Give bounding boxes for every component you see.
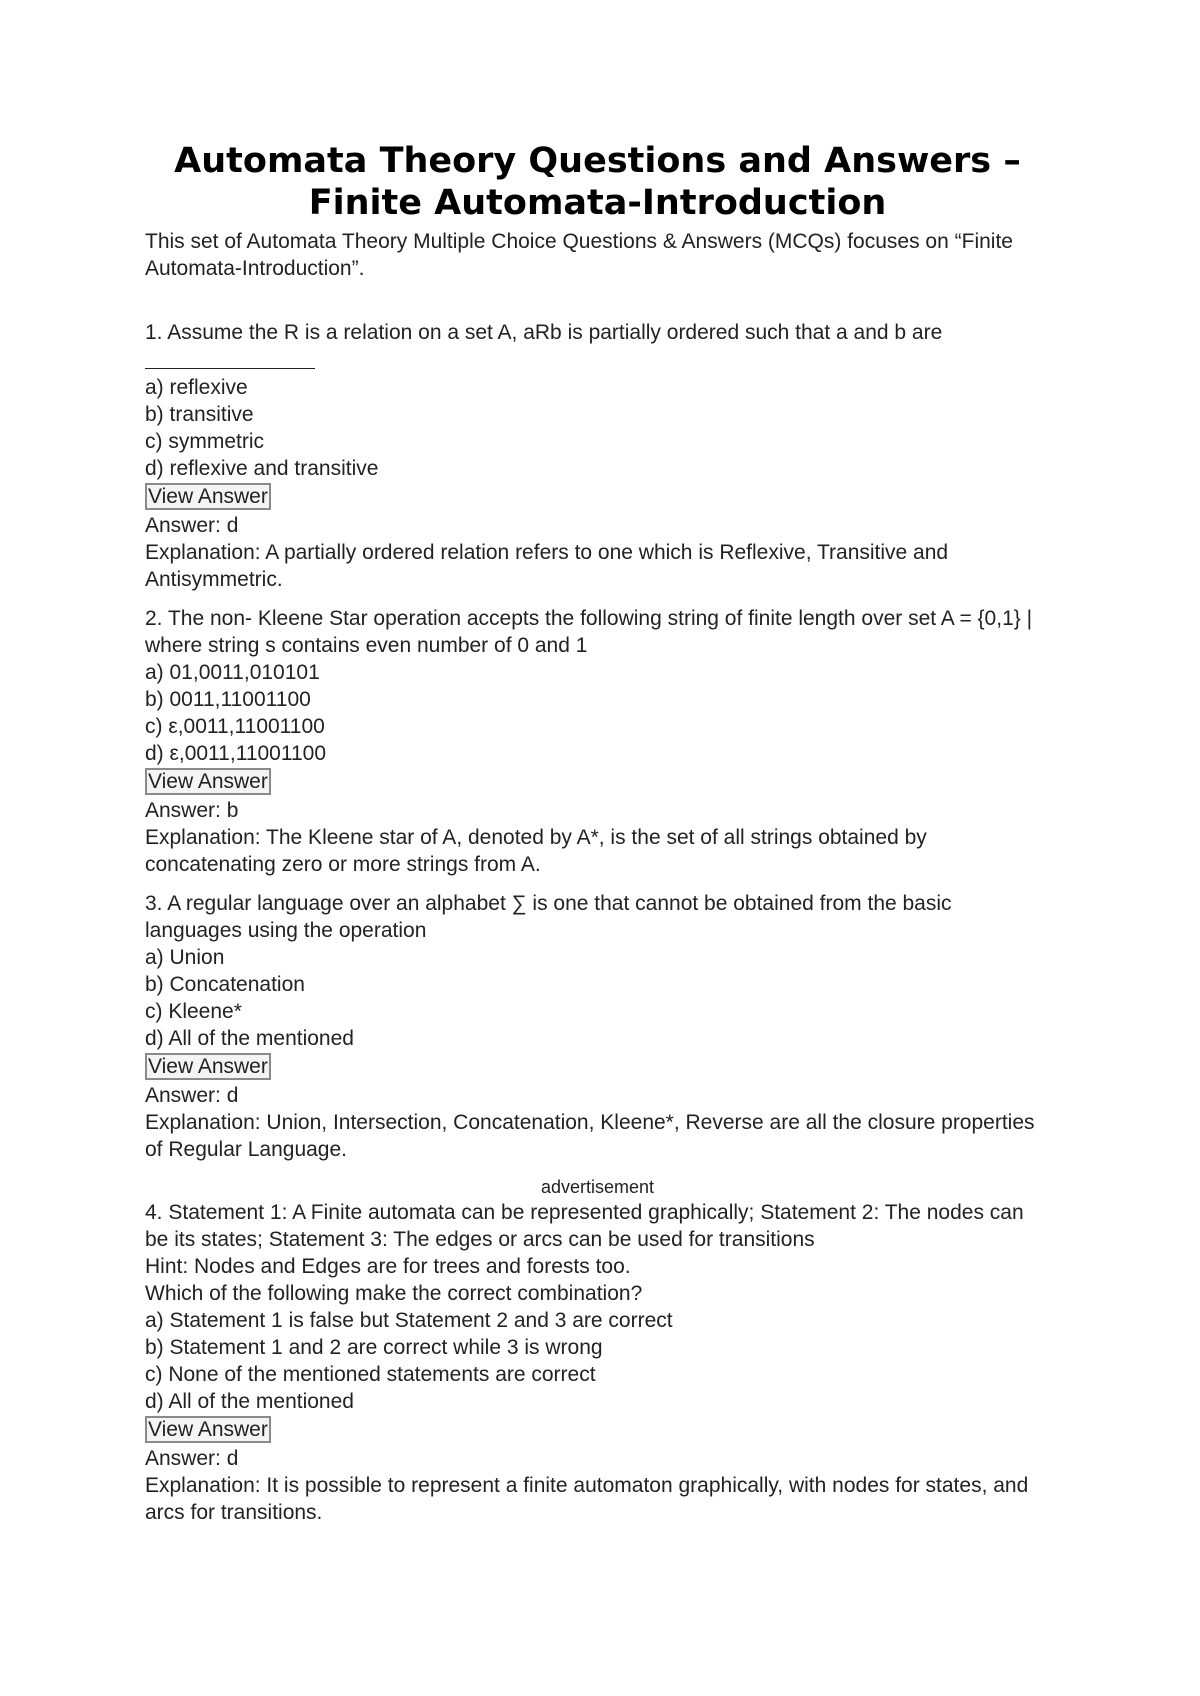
option-c: c) Kleene* — [145, 1000, 242, 1023]
option-b: b) Concatenation — [145, 973, 305, 996]
option-b: b) Statement 1 and 2 are correct while 3 is wrong — [145, 1336, 603, 1359]
option-b: b) 0011,11001100 — [145, 688, 311, 711]
option-a: a) 01,0011,010101 — [145, 661, 320, 684]
view-answer-button[interactable]: View Answer — [145, 1053, 271, 1080]
explanation-text: Explanation: It is possible to represent a finite automaton graphically, with nodes for states, and arcs for transitions. — [145, 1474, 1029, 1524]
document-page — [145, 140, 1050, 1538]
page-title: Automata Theory Questions and Answers – Finite Automata-Introduction — [174, 141, 1021, 223]
question-text: 1. Assume the R is a relation on a set A, aRb is partially ordered such that a and b are — [145, 321, 943, 344]
view-answer-button[interactable]: View Answer — [145, 483, 271, 510]
view-answer-button[interactable]: View Answer — [145, 1416, 271, 1443]
question-3 — [145, 890, 1050, 1163]
option-c: c) None of the mentioned statements are correct — [145, 1363, 596, 1386]
question-2 — [145, 605, 1050, 878]
question-text: 4. Statement 1: A Finite automata can be represented graphically; Statement 2: The nodes can be its states; Statement 3: The edges or arcs can be used for transitions — [145, 1201, 1024, 1251]
explanation-text: Explanation: A partially ordered relation refers to one which is Reflexive, Transitive and Antisymmetric. — [145, 541, 949, 591]
question-4 — [145, 1199, 1050, 1526]
answer-text: Answer: d — [145, 514, 239, 537]
answer-blank — [145, 346, 315, 369]
question-hint: Hint: Nodes and Edges are for trees and forests too. — [145, 1255, 631, 1278]
question-text: 2. The non- Kleene Star operation accepts the following string of finite length over set A = {0,1} | where string s contains even number of 0 and 1 — [145, 607, 1033, 657]
option-c: c) symmetric — [145, 430, 264, 453]
explanation-text: Explanation: The Kleene star of A, denoted by A*, is the set of all strings obtained by concatenating zero or more strings from A. — [145, 826, 927, 876]
option-c: c) ε,0011,11001100 — [145, 715, 325, 738]
question-1 — [145, 319, 1050, 593]
option-d: d) ε,0011,11001100 — [145, 742, 327, 765]
answer-text: Answer: d — [145, 1084, 239, 1107]
view-answer-button[interactable]: View Answer — [145, 768, 271, 795]
option-d: d) All of the mentioned — [145, 1390, 354, 1413]
option-a: a) Statement 1 is false but Statement 2 and 3 are correct — [145, 1309, 673, 1332]
option-a: a) Union — [145, 946, 225, 969]
intro-paragraph: This set of Automata Theory Multiple Choice Questions & Answers (MCQs) focuses on “Finite Automata-Introduction”. — [145, 230, 1013, 280]
option-d: d) reflexive and transitive — [145, 457, 379, 480]
question-text: 3. A regular language over an alphabet ∑ is one that cannot be obtained from the basic languages using the operation — [145, 892, 952, 942]
answer-text: Answer: b — [145, 799, 239, 822]
answer-text: Answer: d — [145, 1447, 239, 1470]
option-a: a) reflexive — [145, 376, 248, 399]
explanation-text: Explanation: Union, Intersection, Concatenation, Kleene*, Reverse are all the closure properties of Regular Language. — [145, 1111, 1035, 1161]
option-d: d) All of the mentioned — [145, 1027, 354, 1050]
option-b: b) transitive — [145, 403, 254, 426]
advertisement-label: advertisement — [540, 1177, 655, 1197]
question-prompt: Which of the following make the correct combination? — [145, 1282, 643, 1305]
